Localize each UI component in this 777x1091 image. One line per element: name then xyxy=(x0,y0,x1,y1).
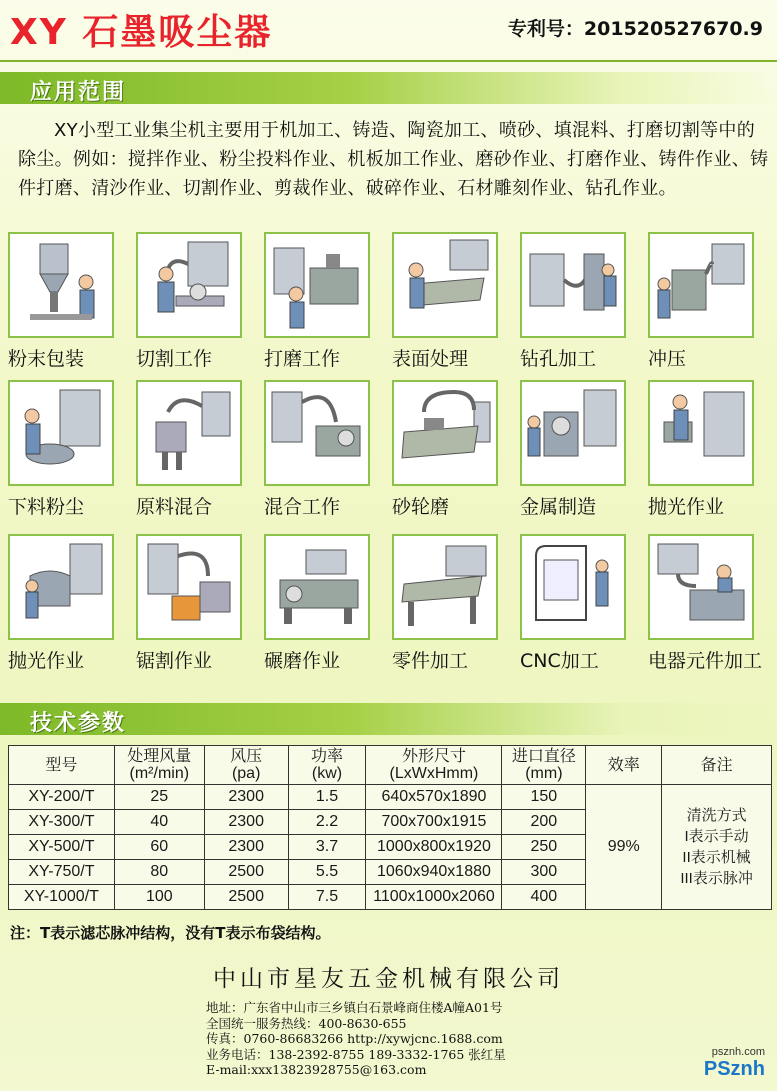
table-cell: 150 xyxy=(502,785,586,810)
application-illustration xyxy=(520,534,626,640)
table-cell: 640x570x1890 xyxy=(366,785,502,810)
column-header: 型号 xyxy=(9,746,115,785)
application-illustration xyxy=(648,534,754,640)
table-cell: 40 xyxy=(114,810,204,835)
application-illustration xyxy=(8,232,114,338)
application-label: 打磨工作 xyxy=(264,348,341,370)
hotline-line: 全国统一服务热线：400-8630-655 xyxy=(206,1015,407,1031)
table-cell: 60 xyxy=(114,835,204,860)
table-note: 注：T表示滤芯脉冲结构，没有T表示布袋结构。 xyxy=(10,924,331,942)
application-label: 零件加工 xyxy=(392,650,469,672)
table-cell: 7.5 xyxy=(288,885,366,910)
table-cell: 5.5 xyxy=(288,860,366,885)
application-label: 抛光作业 xyxy=(8,650,85,672)
table-cell: 2.2 xyxy=(288,810,366,835)
application-illustration xyxy=(520,232,626,338)
application-illustration xyxy=(264,534,370,640)
application-label: 砂轮磨 xyxy=(392,496,450,518)
fax-line: 传真：0760-86683266 http://xywjcnc.1688.com xyxy=(206,1031,503,1046)
application-illustration xyxy=(136,232,242,338)
watermark-logo: PSznh xyxy=(703,1058,765,1080)
application-illustration xyxy=(648,380,754,486)
table-cell: 2300 xyxy=(204,835,288,860)
table-cell: 1.5 xyxy=(288,785,366,810)
application-label: 锯割作业 xyxy=(136,650,213,672)
table-cell: 400 xyxy=(502,885,586,910)
email-line: E-mail:xxx13823928755@163.com xyxy=(206,1062,427,1077)
application-illustration xyxy=(520,380,626,486)
application-illustration xyxy=(8,380,114,486)
watermark xyxy=(703,1046,765,1081)
section-header-params xyxy=(0,703,777,735)
application-illustration xyxy=(8,534,114,640)
table-cell: XY-200/T xyxy=(9,785,115,810)
table-cell: XY-300/T xyxy=(9,810,115,835)
application-illustration xyxy=(264,380,370,486)
table-cell: 100 xyxy=(114,885,204,910)
application-label: 混合工作 xyxy=(264,496,341,518)
table-cell: 2500 xyxy=(204,885,288,910)
contact-info xyxy=(206,1000,506,1078)
table-cell: 2500 xyxy=(204,860,288,885)
remark-cell: 清洗方式 I表示手动 II表示机械 III表示脉冲 xyxy=(662,785,772,910)
column-header: 效率 xyxy=(586,746,662,785)
application-illustration xyxy=(648,232,754,338)
efficiency-cell: 99% xyxy=(586,785,662,910)
table-cell: 1100x1000x2060 xyxy=(366,885,502,910)
table-cell: 1060x940x1880 xyxy=(366,860,502,885)
patent-number: 专利号：201520527670.9 xyxy=(507,18,763,40)
table-cell: 3.7 xyxy=(288,835,366,860)
table-cell: 80 xyxy=(114,860,204,885)
application-label: CNC加工 xyxy=(520,650,599,672)
table-cell: XY-1000/T xyxy=(9,885,115,910)
phone-line: 业务电话：138-2392-8755 189-3332-1765 张红星 xyxy=(206,1046,506,1062)
table-cell: XY-750/T xyxy=(9,860,115,885)
params-table xyxy=(8,745,772,910)
table-cell: 25 xyxy=(114,785,204,810)
section-title-params: 技术参数 xyxy=(30,711,127,736)
column-header: 风压 (pa) xyxy=(204,746,288,785)
application-illustration xyxy=(392,534,498,640)
page-title: XY 石墨吸尘器 xyxy=(10,12,273,53)
column-header: 功率 (kw) xyxy=(288,746,366,785)
application-label: 金属制造 xyxy=(520,496,597,518)
table-cell: 2300 xyxy=(204,810,288,835)
table-cell: 300 xyxy=(502,860,586,885)
section-header-apply xyxy=(0,72,777,104)
company-name: 中山市星友五金机械有限公司 xyxy=(213,966,564,992)
application-label: 抛光作业 xyxy=(648,496,725,518)
application-label: 电器元件加工 xyxy=(648,650,763,672)
address-line: 地址：广东省中山市三乡镇白石景峰商住楼A幢A01号 xyxy=(206,1000,503,1015)
table-cell: 200 xyxy=(502,810,586,835)
table-header-row xyxy=(9,746,772,785)
section-title-apply: 应用范围 xyxy=(30,80,127,105)
application-illustration xyxy=(392,380,498,486)
application-illustration xyxy=(136,380,242,486)
column-header: 外形尺寸 (LxWxHmm) xyxy=(366,746,502,785)
application-label: 粉末包装 xyxy=(8,348,85,370)
table-cell: XY-500/T xyxy=(9,835,115,860)
table-cell: 700x700x1915 xyxy=(366,810,502,835)
column-header: 进口直径 (mm) xyxy=(502,746,586,785)
intro-paragraph: XY小型工业集尘机主要用于机加工、铸造、陶瓷加工、喷砂、填混料、打磨切割等中的除尘。例如：搅拌作业、粉尘投料作业、机板加工作业、磨砂作业、打磨作业、铸件作业、铸件打磨、清沙作业、切割作业、剪裁作业、破碎作业、石材雕刻作业、钻孔作业。 xyxy=(18,120,769,199)
application-label: 碾磨作业 xyxy=(264,650,341,672)
column-header: 处理风量 (m²/min) xyxy=(114,746,204,785)
application-illustration xyxy=(264,232,370,338)
table-cell: 1000x800x1920 xyxy=(366,835,502,860)
application-label: 钻孔加工 xyxy=(520,348,597,370)
application-label: 冲压 xyxy=(648,348,687,370)
application-illustration xyxy=(392,232,498,338)
application-label: 切割工作 xyxy=(136,348,213,370)
table-cell: 250 xyxy=(502,835,586,860)
table-row xyxy=(9,785,772,810)
watermark-url: psznh.com xyxy=(711,1046,765,1058)
application-label: 表面处理 xyxy=(392,348,469,370)
header-divider xyxy=(0,60,777,62)
application-illustration xyxy=(136,534,242,640)
table-cell: 2300 xyxy=(204,785,288,810)
column-header: 备注 xyxy=(662,746,772,785)
application-label: 原料混合 xyxy=(136,496,213,518)
application-label: 下料粉尘 xyxy=(8,496,85,518)
